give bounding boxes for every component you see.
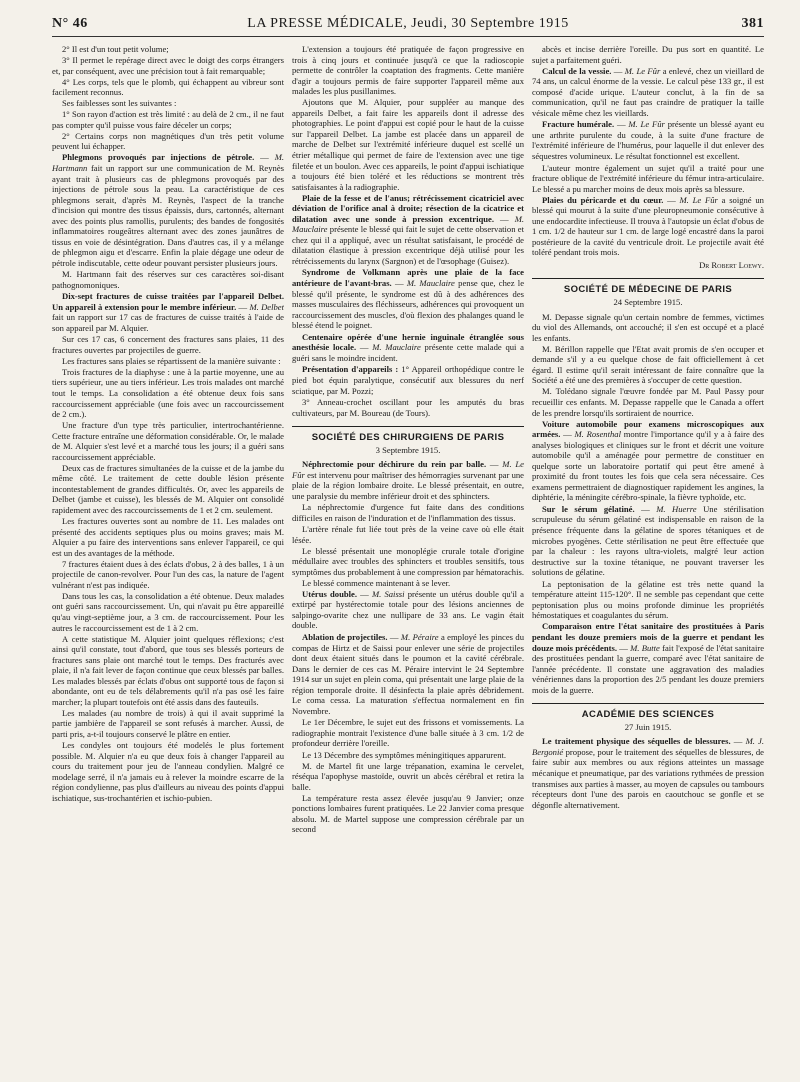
author-name: M. Saissi [371,588,405,599]
section-paragraph: Centenaire opérée d'une hernie inguinale étranglée sous anesthésie locale. — M. Mauclaire présente cette malade qui a guéri sans le moindre incident. [292,331,524,363]
column-2 [292,44,524,1076]
paragraph: L'auteur montre également un sujet qu'il a traité pour une fracture oblique de l'extrémité inférieure du fémur intra-articulaire. Le blessé a pu marcher moins de deux mois après sa blessure. [532,162,764,194]
section-body: fait un rapport sur une communication de M. Reynès ayant trait à plusieurs cas de phlegmons provoqués par des injections de pétrole sous la peau. La caractéristique de ces phlegmons serait, d'après M. Reynès, l'aspect de la tranche d'incision qui montre des tissus épaissis, durs, cartonnés, alternant avec des points plus ramollis, purulents; des bandes de fongosités inflammatoires rougeâtres alternant avec des zones jaunâtres de tissus en voie de désintégration. Dans d'autres cas, il y a mélange de phlegmon aigu et d'escarre. Enfin la plaie dégage une odeur de pétrole indiscutable, cette odeur pouvant persister plusieurs jours. [52,163,284,268]
page-header [52,14,764,37]
section-title: Utérus double. [302,588,357,599]
paragraph: Le blessé commence maintenant à se lever. [302,577,451,588]
paragraph: abcès et incise derrière l'oreille. Du pus sort en quantité. Le sujet a parfaitement guéri. [532,44,764,65]
section-paragraph: Utérus double. — M. Saissi présente un utérus double qu'il a extirpé par hystérectomie totale pour des lésions anciennes de salpingo-ovarite chez une nullipare de 33 ans. Le vagin était double. [292,588,524,631]
column-1 [52,44,284,1076]
issue-number: N° 46 [52,16,88,31]
section-title: Sur le sérum gélatiné. [542,503,635,514]
author-name: M. Mauclaire [292,213,524,235]
section-paragraph: Fracture humérale. — M. Le Fûr présente un blessé ayant eu une arthrite purulente du coude, à la suite d'une fracture de l'extrémité inférieure de l'humérus, pour laquelle il dut enlever des séquestres volumineux. Le résultat fonctionnel est excellent. [532,119,764,161]
section-title: Fracture humérale. [542,119,615,130]
author-name: M. Delbet [249,301,284,312]
section-paragraph: Le traitement physique des séquelles de blessures. — M. J. Bergonié propose, pour le traitement des séquelles de blessures, de faire subir aux membres ou aux régions atteintes un massage mécanique et pneumatique, par des variations rythmées de pression transmises aux parties à masser, au moyen de capsules ou tambours récepteurs dont l'une des parois en caoutchouc se gonfle et se dégonfle alternativement. [532,736,764,810]
paragraph: M. Depasse signale qu'un certain nombre de femmes, victimes du viol des Allemands, ont accouché; il s'en est occupé et a placé les enfants. [532,311,764,343]
session-date: 27 Juin 1915. [624,721,672,732]
section-body: montre l'importance qu'il y a à faire des analyses biologiques et cliniques sur le front et décrit une voiture automobile qu'il a aménagée pour permettre de constituer en quelque sorte un laboratoire portatif qui peut être amené à proximité du front toutes les fois que cela sera nécessaire. Ces examens permettraient de diagnostiquer rapidement les angines, la diphtérie, la méningite cérébro-spinale, la fièvre typhoïde, etc. [532,429,764,503]
paragraph: A cette statistique M. Alquier joint quelques réflexions; c'est ainsi qu'il constate, tout d'abord, que tous ses blessés porteurs de fractures sans plaie ont marché tout le temps. Des fracturés avec plaie, il n'a fait lever de façon continue que ceux blessés par balles. Les malades blessés par éclats d'obus ont supporté tous de façon si abondante, ont eu de tels délabrements qu'il n'a pas osé les faire marcher; la plupart toutefois ont été assis dans des fauteuils. [52,633,284,707]
section-body: présente un utérus double qu'il a extirpé par hystérectomie totale pour des lésions anciennes de salpingo-ovarite chez une nullipare de 33 ans. Le vagin était double. [292,588,524,631]
paragraph: M. Bérillon rappelle que l'Etat avait promis de s'en occuper et demande s'il y a eu quelque chose de fait officiellement à cet égard. Il estime qu'il serait intéressant de faire connaître que la Société a été une des premières à s'occuper de cette question. [532,343,764,386]
author-name: M. Hartmann [52,152,284,174]
paragraph: Sur ces 17 cas, 6 concernent des fractures sans plaies, 11 des fractures ouvertes par projectiles de guerre. [52,334,284,355]
paragraph: 1° Son rayon d'action est très limité : au delà de 2 cm., il ne faut pas compter qu'il puisse vous faire déceler un corps; [52,109,284,130]
society-heading: SOCIÉTÉ DE MÉDECINE DE PARIS [532,278,764,296]
page-number: 381 [741,16,764,31]
author-name: M. J. Bergonié [532,736,764,757]
section-title: Ablation de projectiles. [302,631,388,642]
section-paragraph: Ablation de projectiles. — M. Péraire a employé les pinces du compas de Hirtz et de Saissi pour enlever une série de projectiles dont deux étaient situés dans le poumon et la cavité cérébrale. Dans le dernier de ces cas M. Péraire intervint le 24 Septembre 1914 sur un sujet en plein coma, qui présentait une large plaie de la région temporale droite. Il désinfecta la plaie après débridement. Le coma cessa. La maturation s'effectua normalement en fin Novembre. [292,631,524,716]
section-paragraph: Comparaison entre l'état sanitaire des prostituées à Paris pendant les douze premiers mois de la guerre et pendant les douze mois précédents. — M. Butte fait l'exposé de l'état sanitaire des prostituées pendant la guerre, comparé avec l'état sanitaire de l'année précédente. Il constate une aggravation des maladies vénériennes dans la proportion des 2/5 pendant les douze premiers mois de la guerre. [532,621,764,695]
author-name: M. Le Fûr [292,459,524,480]
section-title: Voiture automobile pour examens microscopiques aux armées. [532,418,764,440]
section-paragraph: Sur le sérum gélatiné. — M. Huerre Une stérilisation scrupuleuse du sérum gélatiné est indispensable en raison de la présence fréquente dans la gélatine de spores tétaniques et de microbes pyogènes. Cette stérilisation ne peut être effectuée que par la chaleur : les rayons ultra-violets, malgré leur action destructive sur la toxine tétanique, ne pouvant traverser les solutions de gélatine. [532,503,764,578]
author-name: M. Huerre [656,503,697,514]
section-title: Syndrome de Volkmann après une plaie de la face antérieure de l'avant-bras. [292,267,524,289]
paragraph: Le 1er Décembre, le sujet eut des frissons et vomissements. La radiographie montrait l'existence d'une balle située à 3 cm. 1/2 de profondeur derrière l'oreille. [292,717,524,749]
section-paragraph [292,364,524,396]
society-heading: SOCIÉTÉ DES CHIRURGIENS DE PARIS [292,426,524,444]
author-name: M. Mauclaire [372,342,421,353]
author-name: M. Butte [630,642,660,653]
paragraph: Trois fractures de la diaphyse : une à la partie moyenne, une au tiers supérieur, une au tiers inférieur. Les trois malades ont marché tout le temps. La consolidation a été obtenue deux fois sans raccourcissement appréciable (une fois avec un raccourcissement de 2 cm.). [52,366,284,420]
section-body: propose, pour le traitement des séquelles de blessures, de faire subir aux membres ou aux régions atteintes un massage mécanique et pneumatique, par des variations rythmées de pression transmises aux parties à masser, au moyen de capsules ou tambours récepteurs dont l'une des parois en caoutchouc se gonfle et se dégonfle alternativement. [532,746,764,810]
paragraph: Les condyles ont toujours été modelés le plus fortement possible. M. Alquier n'a eu que deux fois à changer l'appareil au cours du traitement pour jeu de l'anneau condylien. Malgré ce modelage serré, il n'a jamais eu à relever la moindre escarre de la région condylienne, pas plus d'ailleurs au niveau des points d'appui ischiatique, sus-trochantérien et ischio-pubien. [52,740,284,803]
section-body: présente un blessé ayant eu une arthrite purulente du coude, à la suite d'une fracture de l'extrémité inférieure de l'humérus, pour laquelle il dut enlever des séquestres volumineux. Le résultat fonctionnel est excellent. [532,119,764,161]
section-paragraph: Plaies du péricarde et du cœur. — M. Le Fûr a soigné un blessé qui mourut à la suite d'une pleuropneumonie consécutive à une endocardite infectieuse. Il trouva à l'autopsie un éclat d'obus de 1 cm. 1/2 de hauteur sur 1 cm. de large logé encastré dans la paroi postérieure de la cavité du ventricule droit. Le projectile avait été toléré pendant trois mois. [532,194,764,258]
paragraph: 2° Il est d'un tout petit volume; [62,44,169,54]
paragraph: 2° Certains corps non magnétiques d'un très petit volume peuvent lui échapper. [52,130,284,152]
section-paragraph: Plaie de la fesse et de l'anus; rétrécissement cicatriciel avec déviation de l'orifice anal à droite; résection de la cicatrice et dilatation avec une sonde à pression excentrique. — M. Mauclaire présente le blessé qui fait le sujet de cette observation et chez qui il a appliqué, avec un résultat satisfaisant, le procédé de dilatation élastique à pression excentrique déjà utilisé pour les rétrécissements du larynx (Sargnon) et de l'œsophage (Guisez). [292,192,524,266]
paragraph: Ajoutons que M. Alquier, pour suppléer au manque des appareils Delbet, a fait faire les appareils dont il adresse des photographies. Le point d'appui est copié pour le haut de la cuisse sur l'appareil Delbet. La jambe est placée dans un appareil de marche de Delbet sur l'extrémité inférieure duquel est scellé un étrier métallique qui permet de faire de l'extension avec une tige filetée et un boulon. Avec ces appareils, le point d'appui ischiatique a toujours été bien toléré et les réductions se montrent très satisfaisantes à la radiographie. [292,97,524,192]
paragraph: 3° Anneau-crochet oscillant pour les amputés du bras cultivateurs, par M. Boureau (de Tours). [292,397,524,418]
society-heading: ACADÉMIE DES SCIENCES [532,703,764,721]
section-body: pense que, chez le blessé qu'il présente, le syndrome est dû à des adhérences des masses musculaires des fléchisseurs, adhérences qui provoquent un raccourcissement des muscles, d'où flexion des phalanges quand le blessé étend le poignet. [292,278,524,331]
paragraph: Ses faiblesses sont les suivantes : [62,98,177,109]
section-body: a employé les pinces du compas de Hirtz et de Saissi pour enlever une série de projectiles dont deux étaient situés dans le poumon et la cavité cérébrale. Dans le dernier de ces cas M. Péraire intervint le 24 Septembre 1914 sur un sujet en plein coma, qui présentait une large plaie de la région temporale droite. Il désinfecta la plaie après débridement. Le coma cessa. La maturation s'effectua normalement en fin Novembre. [292,631,524,716]
author-name: M. Le Fûr [679,194,718,205]
section-body: est intervenu pour maîtriser des hémorragies survenant par une plaie de la région lombaire droite. Le blessé présentait, en outre, une paralysie du membre inférieur droit et des sphincters. [292,469,524,501]
section-body: a enlevé, chez un vieillard de 74 ans, un calcul énorme de la vessie. Le calcul pèse 133 gr., il est composé d'acide urique. L'auteur conclut, à la fin de sa communication, qu'il ne faut pas craindre de pratiquer la taille vésicale même chez les vieillards. [532,65,764,118]
paragraph: M. Tolédano signale l'œuvre fondée par M. Paul Passy pour recueillir ces enfants. M. Depasse rappelle que le Canada a offert de les prendre lorsqu'ils sortiraient de nourrice. [532,386,764,418]
section-title: Comparaison entre l'état sanitaire des prostituées à Paris pendant les douze premiers mois de la guerre et pendant les douze mois précédents. [532,621,764,653]
section-title: Phlegmons provoqués par injections de pétrole. [62,152,255,163]
paragraph: Le 13 Décembre des symptômes méningitiques apparurent. [302,749,507,760]
section-title: Présentation d'appareils : [302,364,399,375]
section-paragraph: Calcul de la vessie. — M. Le Fûr a enlevé, chez un vieillard de 74 ans, un calcul énorme de la vessie. Le calcul pèse 133 gr., il est composé d'acide urique. L'auteur conclut, à la fin de sa communication, qu'il ne faut pas craindre de pratiquer la taille vésicale même chez les vieillards. [532,65,764,118]
paragraph: Les malades (au nombre de trois) à qui il avait supprimé la partie jambière de l'appareil se sont refusés à marcher. Aussi, de parti pris, a-t-il toujours conservé le plâtre en entier. [52,707,284,739]
masthead-title: LA PRESSE MÉDICALE, Jeudi, 30 Septembre 1915 [247,16,569,31]
author-name: M. Péraire [400,631,439,642]
section-title: Plaie de la fesse et de l'anus; rétrécissement cicatriciel avec déviation de l'orifice anal à droite; résection de la cicatrice et dilatation avec une sonde à pression excentrique. [292,192,524,224]
paragraph: Deux cas de fractures simultanées de la cuisse et de la jambe du même côté. Le traitement de cette double lésion présente incontestablement de grandes difficultés. Or, avec les appareils de Delbet (jambe et cuisse), les blessés de M. Alquier ont consolidé rapidement avec des raccourcissements de 1 et 2 cm. seulement. [52,462,284,516]
section-title: Dix-sept fractures de cuisse traitées par l'appareil Delbet. Un appareil à extension pour le membre inférieur. [52,291,284,312]
session-date: 3 Septembre 1915. [375,444,441,455]
author-name: M. Mauclaire [406,278,455,289]
section-paragraph: Voiture automobile pour examens microscopiques aux armées. — M. Rosenthal montre l'importance qu'il y a à faire des analyses biologiques et cliniques sur le front et décrit une voiture automobile qu'il a aménagée pour permettre de constituer en quelque sorte un laboratoire portatif qui peut être amené à proximité du front toutes les fois que cela sera nécessaire. Ces examens permettraient de diagnostiquer rapidement les angines, la diphtérie, la méningite cérébro-spinale, la fièvre typhoïde, etc. [532,418,764,503]
paragraph: Les fractures sans plaies se répartissent de la manière suivante : [62,355,281,366]
signature: Dr Robert Loewy. [699,259,764,270]
section-title: Plaies du péricarde et du cœur. [542,194,664,205]
section-body: présente cette malade qui a guéri sans le moindre incident. [292,342,524,363]
paragraph: Les fractures ouvertes sont au nombre de 11. Les malades ont présenté des accidents septiques plus ou moins graves; mais M. Alquier a pu faire des interventions sans enlever l'appareil, ce qui est un des avantages de la méthode. [52,516,284,558]
section-title: Centenaire opérée d'une hernie inguinale étranglée sous anesthésie locale. [292,331,524,353]
section-paragraph: Dix-sept fractures de cuisse traitées par l'appareil Delbet. Un appareil à extension pour le membre inférieur. — M. Delbet fait un rapport sur 17 cas de fractures de cuisse traités à l'aide de son appareil par M. Alquier. [52,291,284,333]
paragraph: 4° Les corps, tels que le plomb, qui échappent au vibreur sont facilement reconnus. [52,76,284,98]
paragraph: 3° Il permet le repérage direct avec le doigt des corps étrangers et, par conséquent, avec une précision tout à fait remarquable; [52,55,284,76]
session-date: 24 Septembre 1915. [613,297,683,308]
section-title: Le traitement physique des séquelles de blessures. [542,736,731,747]
paragraph: Une fracture d'un type très particulier, intertrochantérienne. Cette fracture entraîne une déformation considérable. Or, le malade de M. Alquier s'est levé et a marché tous les jours; il a guéri sans raccourcissement appréciable. [52,420,284,462]
section-paragraph: Phlegmons provoqués par injections de pétrole. — M. Hartmann fait un rapport sur une communication de M. Reynès ayant trait à plusieurs cas de phlegmons provoqués par des injections de pétrole sous la peau. La caractéristique de ces phlegmons serait, d'après M. Reynès, l'aspect de la tranche d'incision qui montre des tissus épaissis, durs, cartonnés, alternant avec des points plus ramollis, purulents; des bandes de fongosités inflammatoires rougeâtres alternant avec des zones jaunâtres de tissus en voie de désintégration. Dans d'autres cas, il y a mélange de phlegmon aigu et d'escarre. Enfin la plaie dégage une odeur de pétrole indiscutable, cette odeur pouvant persister plusieurs jours. [52,152,284,268]
section-body: fait un rapport sur 17 cas de fractures de cuisse traités à l'aide de son appareil par M. Alquier. [52,312,284,333]
section-body: présente le blessé qui fait le sujet de cette observation et chez qui il a appliqué, avec un résultat satisfaisant, le procédé de dilatation élastique à pression excentrique déjà utilisé pour les rétrécissements du larynx (Sargnon) et de l'œsophage (Guisez). [292,224,524,266]
column-3 [532,44,764,1076]
section-paragraph: Syndrome de Volkmann après une plaie de la face antérieure de l'avant-bras. — M. Mauclaire pense que, chez le blessé qu'il présente, le syndrome est dû à des adhérences des masses musculaires des fléchisseurs, adhérences qui provoquent un raccourcissement des muscles, d'où flexion des phalanges quand le blessé étend le poignet. [292,267,524,331]
paragraph: M. de Martel fit une large trépanation, examina le cervelet, réséqua l'apophyse mastoïde, ouvrit un abcès cérébral et retira la balle. [292,760,524,792]
section-paragraph: Néphrectomie pour déchirure du rein par balle. — M. Le Fûr est intervenu pour maîtriser des hémorragies survenant par une plaie de la région lombaire droite. Le blessé présentait, en outre, une paralysie du membre inférieur droit et des sphincters. [292,459,524,501]
paragraph: Dans tous les cas, la consolidation a été obtenue. Deux malades ont guéri sans raccourcissement. Un, qui n'avait pu être appareillé qu'au vingt-septième jour, a 3 cm. de raccourcissement. Pour les autres le raccourcissement est de 1 à 2 cm. [52,590,284,633]
section-body: Une stérilisation scrupuleuse du sérum gélatiné est indispensable en raison de la présence fréquente dans la gélatine de spores tétaniques et de microbes pyogènes. Cette stérilisation ne peut être effectuée que par la chaleur : les rayons ultra-violets, malgré leur action destructive sur la toxine tétanique, ne pouvant traverser les solutions de gélatine. [532,503,764,578]
paragraph: La température resta assez élevée jusqu'au 9 Janvier; onze ponctions lombaires furent pratiquées. Le 22 Janvier coma presque absolu. M. de Martel suppose une compression cérébrale par un second [292,792,524,835]
paragraph: M. Hartmann fait des réserves sur ces caractères soi-disant pathognomoniques. [52,269,284,291]
paragraph: L'artère rénale fut liée tout près de la veine cave où elle était lésée. [292,524,524,545]
section-body: 1° Appareil orthopédique contre le pied bot équin paralytique, consécutif aux blessures du nerf sciatique, par M. Pozzi; [292,364,524,396]
section-body: fait l'exposé de l'état sanitaire des prostituées pendant la guerre, comparé avec l'état sanitaire de l'année précédente. Il constate une aggravation des maladies vénériennes dans la proportion des 2/5 pendant les douze premiers mois de la guerre. [532,642,764,695]
paragraph: Le blessé présentait une monoplégie crurale totale d'origine médullaire avec troubles des sphincters et troubles sensitifs, tous symptômes dus probablement à une compression par hématorachis. [292,545,524,577]
author-name: M. Le Fûr [624,65,661,76]
section-title: Néphrectomie pour déchirure du rein par balle. [302,459,487,470]
paragraph: La peptonisation de la gélatine est très nette quand la température atteint 115-120°. Il ne semble pas cependant que cette peptonisation plus ou moins profonde diminue les propriétés hémostatiques et coagulantes du sérum. [532,578,764,621]
section-title: Calcul de la vessie. [542,65,612,76]
section-body: a soigné un blessé qui mourut à la suite d'une pleuropneumonie consécutive à une endocardite infectieuse. Il trouva à l'autopsie un éclat d'obus de 1 cm. 1/2 de hauteur sur 1 cm. de large logé encastré dans la paroi postérieure de la cavité du ventricule droit. Le projectile avait été toléré pendant trois mois. [532,194,764,258]
paragraph: L'extension a toujours été pratiquée de façon progressive en trois à cinq jours et continuée jusqu'à ce que la radioscopie permette de contrôler la coaptation des fragments. Cette manière d'agir a toujours permis de faire supporter l'appareil même aux malades les plus pusillanimes. [292,44,524,97]
paragraph: 7 fractures étaient dues à des éclats d'obus, 2 à des balles, 1 à un projectile de canon-revolver. Pour l'un des cas, la nature de l'agent vulnérant n'est pas indiquée. [52,558,284,590]
author-name: M. Le Fûr [628,119,665,130]
author-name: M. Rosenthal [574,429,621,440]
paragraph: La néphrectomie d'urgence fut faite dans des conditions difficiles en raison de l'induration et de l'inflammation des tissus. [292,502,524,523]
